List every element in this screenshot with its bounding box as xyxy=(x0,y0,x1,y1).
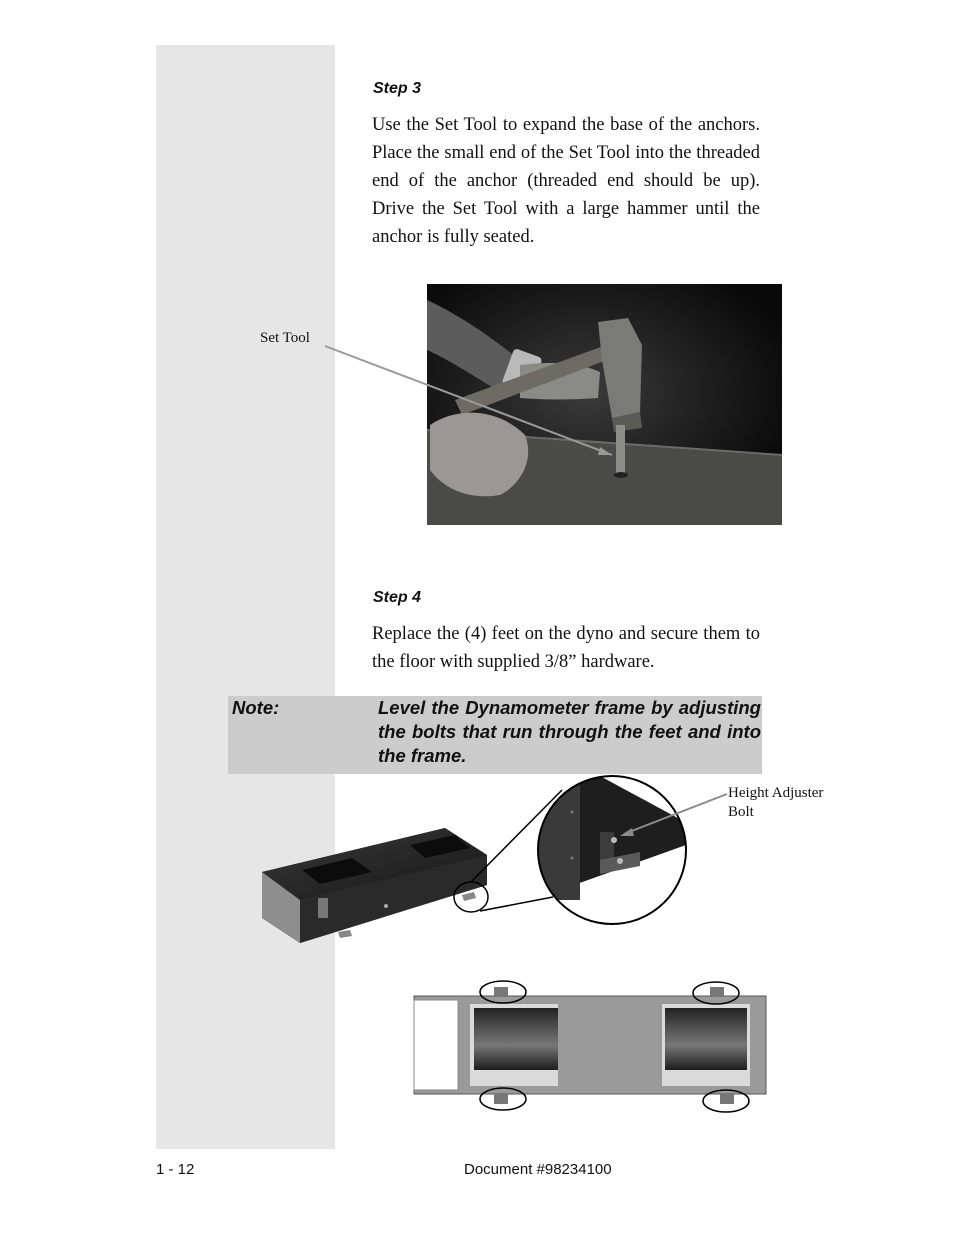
zoom-inset xyxy=(538,776,700,924)
height-adjuster-callout-line2: Bolt xyxy=(728,804,754,820)
height-adjuster-callout-line1: Height Adjuster xyxy=(728,785,824,801)
step-3-heading: Step 3 xyxy=(373,80,422,97)
note-text: Level the Dynamometer frame by adjusting the bolts that run through the feet and into the frame. xyxy=(378,697,761,766)
height-adjuster-callout-label xyxy=(728,784,823,822)
note-label: Note: xyxy=(232,697,280,718)
step-4-heading: Step 4 xyxy=(373,589,422,606)
dyno-top-view xyxy=(414,981,766,1112)
document-number: Document #98234100 xyxy=(464,1161,612,1178)
zoom-connector-bottom xyxy=(480,897,553,911)
set-tool-callout-label: Set Tool xyxy=(260,330,310,346)
dyno-iso-render xyxy=(262,828,488,943)
step-4-text: Replace the (4) feet on the dyno and secure them to the floor with supplied 3/8” hardware. xyxy=(372,624,760,672)
step-3-text: Use the Set Tool to expand the base of the anchors. Place the small end of the Set Tool into the threaded end of the anchor (threaded end should be up). Drive the Set Tool with a large hammer until the anchor is fully seated. xyxy=(372,115,760,247)
page-number: 1 - 12 xyxy=(156,1161,195,1178)
